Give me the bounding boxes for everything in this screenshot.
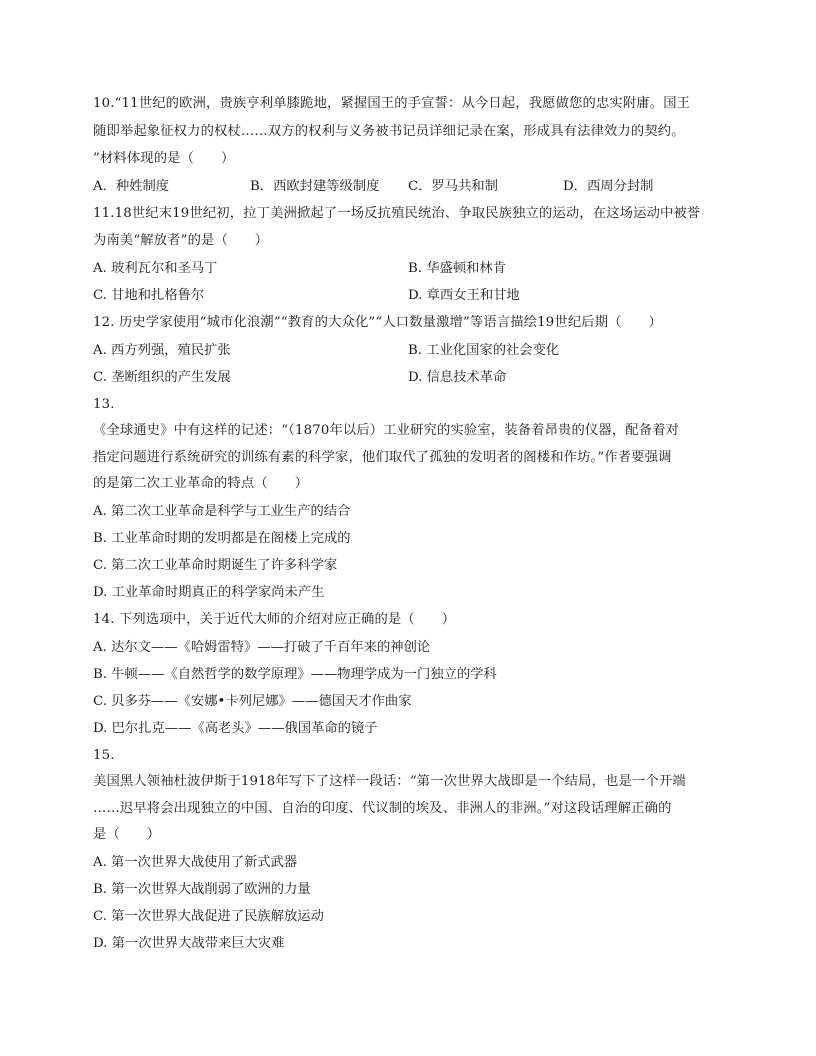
question-10-text-line-3: ”材料体现的是（ ） (93, 151, 235, 166)
question-13-text-line-2: 指定问题进行系统研究的训练有素的科学家，他们取代了孤独的发明者的阁楼和作坊。”作者要强调 (93, 450, 672, 465)
question-11-option-d: D. 章西女王和甘地 (408, 288, 520, 303)
question-10-text-line-2: 随即举起象征权力的权杖……双方的权利与义务被书记员详细记录在案，形成具有法律效力的契约。 (93, 124, 685, 139)
question-14-option-d: D. 巴尔扎克——《高老头》——俄国革命的镜子 (93, 721, 378, 736)
question-10-option-d: D．西周分封制 (563, 179, 654, 194)
question-11-option-a: A. 玻利瓦尔和圣马丁 (93, 261, 218, 276)
question-14-option-a: A. 达尔文——《哈姆雷特》——打破了千百年来的神创论 (93, 640, 431, 655)
question-12-option-c: C. 垄断组织的产生发展 (93, 370, 231, 385)
question-14-option-b: B. 牛顿——《自然哲学的数学原理》——物理学成为一门独立的学科 (93, 667, 497, 682)
question-15-option-d: D. 第一次世界大战带来巨大灾难 (93, 936, 285, 951)
question-15-text-line-2: ……迟早将会出现独立的中国、自治的印度、代议制的埃及、非洲人的非洲。”对这段话理解正确的 (93, 801, 672, 816)
question-13-text-line-3: 的是第二次工业革命的特点（ ） (93, 476, 309, 491)
question-12-option-a: A. 西方列强，殖民扩张 (93, 343, 231, 358)
question-12-option-b: B. 工业化国家的社会变化 (408, 343, 560, 358)
question-11-option-c: C. 甘地和扎格鲁尔 (93, 288, 205, 303)
question-10-option-c: C．罗马共和制 (408, 179, 498, 194)
question-10-text-line-1: 10.“11世纪的欧洲，贵族亨利单膝跪地，紧握国王的手宣誓：从今日起，我愿做您的忠实附庸。国王 (93, 96, 691, 111)
question-14-option-c: C. 贝多芬——《安娜•卡列尼娜》——德国天才作曲家 (93, 694, 412, 709)
question-13-option-c: C. 第二次工业革命时期诞生了许多科学家 (93, 558, 338, 573)
question-14-text-line-1: 14. 下列选项中，关于近代大师的介绍对应正确的是（ ） (93, 612, 456, 627)
question-10-option-a: A．种姓制度 (93, 179, 170, 194)
question-15-option-b: B. 第一次世界大战削弱了欧洲的力量 (93, 882, 311, 897)
question-15-text-line-1: 美国黑人领袖杜波伊斯于1918年写下了这样一段话：“第一次世界大战即是一个结局，也是一个开端 (93, 774, 686, 789)
question-12-text-line-1: 12. 历史学家使用“城市化浪潮”“教育的大众化”“人口数量激增”等语言描绘19世纪后期（ ） (93, 315, 662, 330)
question-13-option-a: A. 第二次工业革命是科学与工业生产的结合 (93, 504, 351, 519)
question-11-text-line-1: 11.18世纪末19世纪初，拉丁美洲掀起了一场反抗殖民统治、争取民族独立的运动，在这场运动中被誉 (93, 206, 701, 221)
question-12-option-d: D. 信息技术革命 (408, 370, 507, 385)
question-13-option-d: D. 工业革命时期真正的科学家尚未产生 (93, 585, 325, 600)
question-13-number: 13. (93, 397, 115, 412)
question-11-option-b: B. 华盛顿和林肯 (408, 261, 507, 276)
question-15-option-a: A. 第一次世界大战使用了新式武器 (93, 855, 298, 870)
question-11-text-line-2: 为南美“解放者”的是（ ） (93, 233, 269, 248)
question-13-option-b: B. 工业革命时期的发明都是在阁楼上完成的 (93, 531, 351, 546)
question-10-option-b: B．西欧封建等级制度 (250, 179, 380, 194)
question-13-text-line-1: 《全球通史》中有这样的记述：“（1870年以后）工业研究的实验室，装备着昂贵的仪器，配备着对 (93, 423, 680, 438)
question-15-number: 15. (93, 748, 115, 763)
question-15-option-c: C. 第一次世界大战促进了民族解放运动 (93, 909, 324, 924)
question-15-text-line-3: 是（ ） (93, 827, 161, 842)
